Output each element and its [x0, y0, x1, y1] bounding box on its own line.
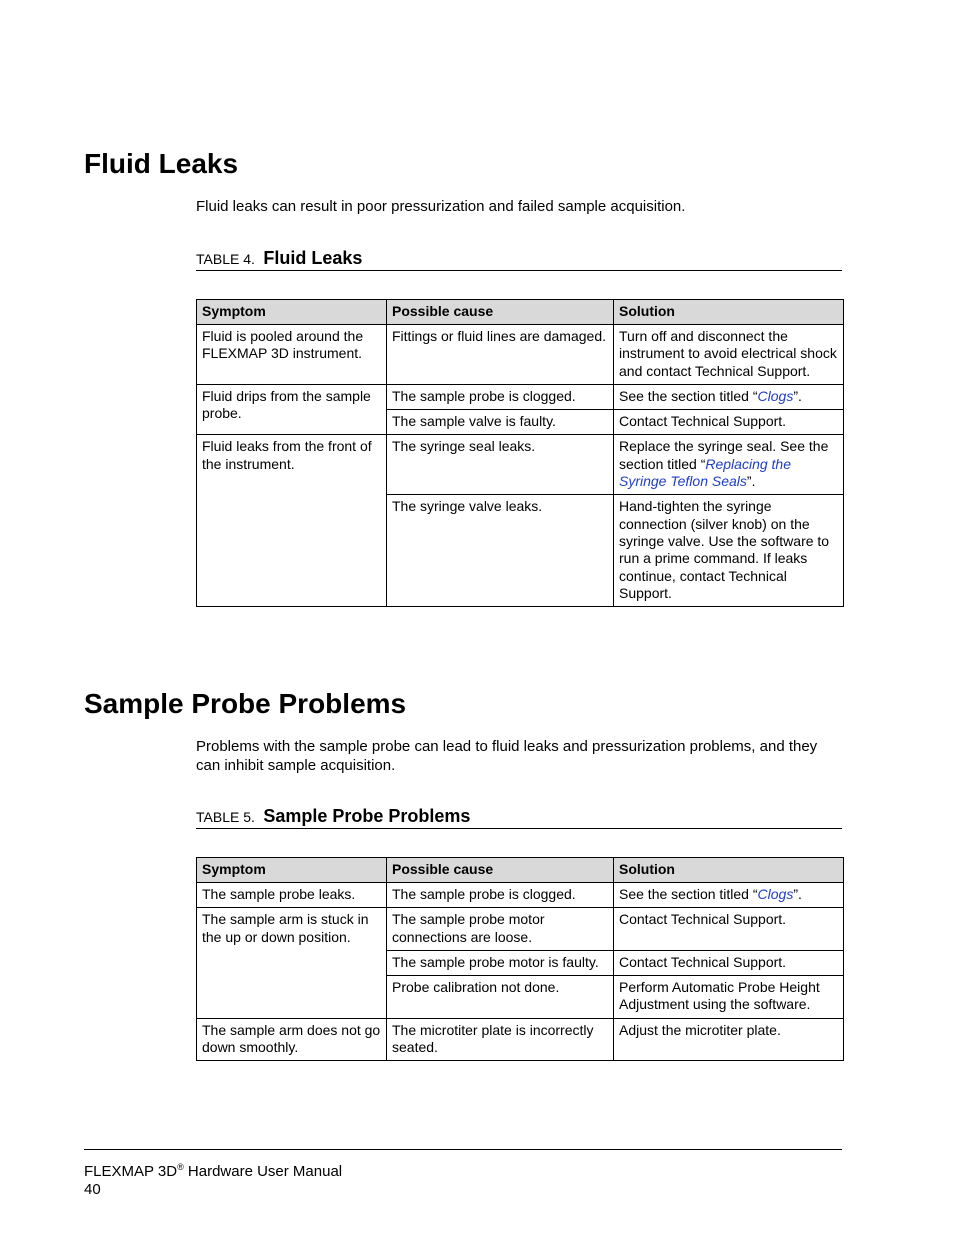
solution-cell: Perform Automatic Probe Height Adjustment using the software.: [614, 976, 844, 1019]
fluid-leaks-intro: Fluid leaks can result in poor pressurization and failed sample acquisition.: [196, 198, 686, 215]
cause-cell: The sample valve is faulty.: [387, 410, 614, 435]
column-header-cause: Possible cause: [387, 300, 614, 325]
table-row: [197, 325, 844, 385]
footer-product: FLEXMAP 3D: [84, 1163, 178, 1180]
sample-probe-table: [196, 857, 844, 1061]
cause-cell: The sample probe is clogged.: [387, 384, 614, 409]
section-heading-fluid-leaks: Fluid Leaks: [84, 148, 239, 179]
table-row: [197, 908, 844, 951]
table-5-caption: [196, 806, 842, 829]
column-header-cause: Possible cause: [387, 858, 614, 883]
solution-cell: Adjust the microtiter plate.: [614, 1018, 844, 1061]
registered-mark: ®: [177, 1162, 184, 1172]
solution-cell: [614, 384, 844, 409]
column-header-solution: Solution: [614, 300, 844, 325]
cause-cell: The sample probe motor connections are loose.: [387, 908, 614, 951]
table-header-row: [197, 300, 844, 325]
table-row: [197, 883, 844, 908]
table-row: [197, 435, 844, 495]
clogs-link[interactable]: Clogs: [757, 387, 794, 404]
clogs-link[interactable]: Clogs: [757, 886, 794, 902]
table-4-caption: [196, 248, 842, 271]
section-heading-sample-probe: Sample Probe Problems: [84, 688, 407, 719]
page-number: 40: [84, 1181, 101, 1198]
symptom-cell: Fluid leaks from the front of the instrument.: [197, 435, 387, 607]
replacing-syringe-seals-link[interactable]: Replacing the Syringe Teflon Seals: [619, 455, 791, 490]
cause-cell: The microtiter plate is incorrectly seated.: [387, 1018, 614, 1061]
cause-cell: The syringe seal leaks.: [387, 435, 614, 495]
cause-cell: The syringe valve leaks.: [387, 495, 614, 607]
table-row: [197, 1018, 844, 1061]
solution-text: ”.: [793, 886, 802, 902]
column-header-symptom: Symptom: [197, 300, 387, 325]
symptom-cell: The sample arm does not go down smoothly.: [197, 1018, 387, 1061]
cause-cell: The sample probe is clogged.: [387, 883, 614, 908]
cause-cell: The sample probe motor is faulty.: [387, 950, 614, 975]
footer-manual-title: [84, 1163, 342, 1181]
solution-text: See the section titled “: [619, 387, 758, 404]
sample-probe-intro: Problems with the sample probe can lead to fluid leaks and pressurization problems, and they can inhibit sample acquisition.: [196, 738, 818, 774]
solution-cell: [614, 883, 844, 908]
footer-manual: Hardware User Manual: [183, 1163, 343, 1180]
solution-text: See the section titled “: [619, 886, 758, 902]
table-header-row: [197, 858, 844, 883]
page-footer: [84, 1163, 342, 1199]
table-5-title: Sample Probe Problems: [263, 806, 471, 826]
solution-cell: Contact Technical Support.: [614, 908, 844, 951]
table-5-label: TABLE 5.: [196, 809, 255, 825]
symptom-cell: Fluid drips from the sample probe.: [197, 384, 387, 435]
table-row: [197, 384, 844, 409]
table-4-label: TABLE 4.: [196, 251, 255, 267]
column-header-solution: Solution: [614, 858, 844, 883]
symptom-cell: The sample probe leaks.: [197, 883, 387, 908]
solution-cell: Contact Technical Support.: [614, 950, 844, 975]
solution-cell: [614, 435, 844, 495]
table-4-title: Fluid Leaks: [263, 248, 363, 268]
column-header-symptom: Symptom: [197, 858, 387, 883]
symptom-cell: The sample arm is stuck in the up or down position.: [197, 908, 387, 1018]
solution-text: Replace the syringe seal. See the section titled “: [619, 438, 829, 472]
solution-cell: Turn off and disconnect the instrument to avoid electrical shock and contact Technical Support.: [614, 325, 844, 385]
footer-divider: [84, 1149, 842, 1150]
cause-cell: Probe calibration not done.: [387, 976, 614, 1019]
solution-text: ”.: [793, 387, 802, 404]
solution-text: ”.: [746, 473, 756, 490]
cause-cell: Fittings or fluid lines are damaged.: [387, 325, 614, 385]
solution-cell: Hand-tighten the syringe connection (silver knob) on the syringe valve. Use the software to run a prime command. If leaks continue, contact Technical Support.: [614, 495, 844, 607]
solution-cell: Contact Technical Support.: [614, 410, 844, 435]
fluid-leaks-table: [196, 299, 844, 607]
symptom-cell: Fluid is pooled around the FLEXMAP 3D instrument.: [197, 325, 387, 385]
